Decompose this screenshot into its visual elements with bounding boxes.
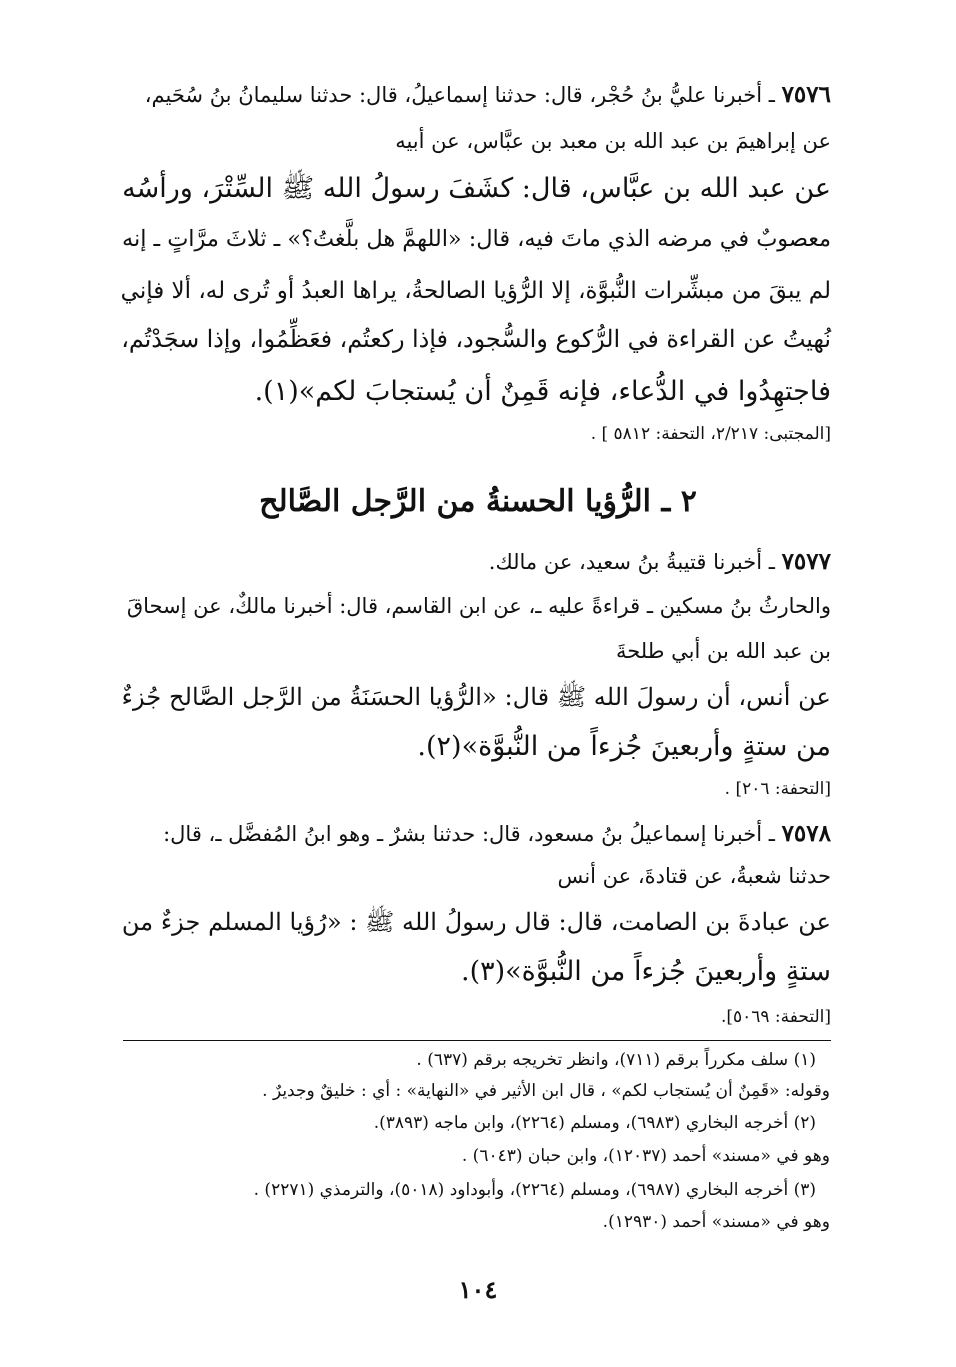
hadith-7577-matn-line-2: من ستةٍ وأربعينَ جُزءاً من النُّبوَّة»(٢). [417, 731, 831, 762]
hadith-7578-isnad-line-2: حدثنا شعبةُ، عن قتادةَ، عن أنس [557, 864, 831, 888]
hadith-7576-isnad-line-2: عن إبراهيمَ بن عبد الله بن معبد بن عبَّاس، عن أبيه [395, 129, 831, 153]
hadith-number: ٧٥٧٧ [781, 548, 831, 575]
page-number: ١٠٤ [458, 1275, 498, 1304]
hadith-7576-matn-line-5: فاجتهِدُوا في الدُّعاء، فإنه قَمِنٌ أن يُستجابَ لكم»(١). [254, 376, 831, 407]
hadith-7578-matn-line-2: ستةٍ وأربعينَ جُزءاً من النُّبوَّة»(٣). [460, 956, 831, 987]
hadith-7578-isnad-line-1: ٧٥٧٨ ـ أخبرنا إسماعيلُ بنُ مسعود، قال: حدثنا بشرٌ ـ وهو ابنُ المُفضَّل ـ، قال: [163, 820, 831, 847]
hadith-7578-reference: [التحفة: ٥٠٦٩]. [720, 1007, 831, 1027]
footnote-3: (٣) أخرجه البخاري (٦٩٨٧)، ومسلم (٢٢٦٤)، وأبوداود (٥٠١٨)، والترمذي (٢٢٧١) . [253, 1180, 816, 1200]
hadith-7578-matn-line-1: عن عبادةَ بن الصامت، قال: قال رسولُ الله ﷺ : «رُؤيا المسلم جزءٌ من [121, 908, 831, 936]
footnote-2-continuation: وهو في «مسند» أحمد (١٢٠٣٧)، وابن حبان (٦٠٤٣) . [461, 1146, 830, 1166]
footnote-1-continuation: وقوله: «قَمِنٌ أن يُستجاب لكم» ، قال ابن الأثير في «النهاية» : أي : خليقٌ وجديرٌ . [262, 1081, 830, 1101]
hadith-7576-matn-line-3: لم يبقَ من مبشِّرات النُّبوَّة، إلا الرُّؤيا الصالحةُ، يراها العبدُ أو تُرى له، ألا فإني [120, 278, 831, 304]
footnote-2: (٢) أخرجه البخاري (٦٩٨٣)، ومسلم (٢٢٦٤)، وابن ماجه (٣٨٩٣). [373, 1113, 816, 1133]
hadith-7576-matn-line-4: نُهيتُ عن القراءة في الرُّكوع والسُّجود، فإذا ركعتُم، فعَظِّمُوا، وإذا سجَدْتُم، [121, 325, 831, 353]
footnote-3-continuation: وهو في «مسند» أحمد (١٢٩٣٠). [602, 1212, 830, 1232]
hadith-7577-isnad-line-2: والحارثُ بنُ مسكين ـ قراءةً عليه ـ، عن ابن القاسم، قال: أخبرنا مالكٌ، عن إسحاقَ [126, 594, 831, 618]
hadith-7576-isnad-line-1: ٧٥٧٦ ـ أخبرنا عليُّ بنُ حُجْر، قال: حدثنا إسماعيلُ، قال: حدثنا سليمانُ بنُ سُحَيم، [144, 81, 831, 108]
hadith-number: ٧٥٧٦ [781, 81, 831, 108]
hadith-7576-reference: [المجتبى: ٢/٢١٧، التحفة: ٥٨١٢ ] . [590, 424, 831, 444]
hadith-number: ٧٥٧٨ [781, 820, 831, 847]
hadith-7577-matn-line-1: عن أنس، أن رسولَ الله ﷺ قال: «الرُّؤيا الحسَنَةُ من الرَّجل الصَّالح جُزءٌ [121, 683, 831, 711]
hadith-7576-matn-line-1: عن عبد الله بن عبَّاس، قال: كشَفَ رسولُ الله ﷺ السِّتْرَ، ورأسُه [122, 173, 831, 204]
hadith-7577-isnad-line-1: ٧٥٧٧ ـ أخبرنا قتيبةُ بنُ سعيد، عن مالك. [488, 548, 831, 575]
hadith-7577-reference: [التحفة: ٢٠٦] . [724, 779, 831, 799]
footnote-divider [123, 1040, 831, 1041]
hadith-7576-matn-line-2: معصوبٌ في مرضه الذي ماتَ فيه، قال: «اللهمَّ هل بلَّغتُ؟» ـ ثلاثَ مرَّاتٍ ـ إنه [121, 226, 831, 252]
footnote-1: (١) سلف مكرراً برقم (٧١١)، وانظر تخريجه برقم (٦٣٧) . [416, 1050, 816, 1070]
section-heading: ٢ ـ الرُّؤيا الحسنةُ من الرَّجل الصَّالح [259, 484, 697, 519]
hadith-7577-isnad-line-3: بن عبد الله بن أبي طلحةَ [615, 639, 831, 663]
